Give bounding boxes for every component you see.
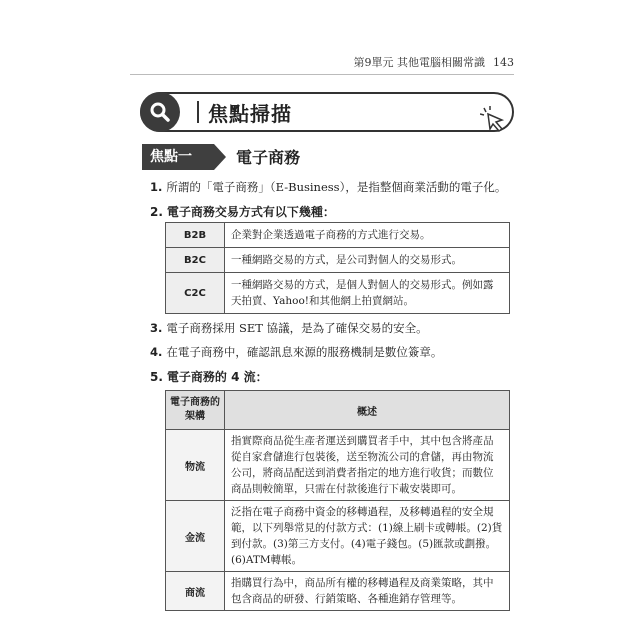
running-header bbox=[354, 54, 515, 70]
magnifier-icon bbox=[148, 100, 172, 124]
trade-type-key: C2C bbox=[166, 273, 225, 314]
header-divider bbox=[130, 74, 514, 75]
list-item: 4. 在電子商務中，確認訊息來源的服務機制是數位簽章。 bbox=[150, 345, 443, 359]
column-header-overview: 概述 bbox=[225, 391, 510, 430]
list-item: 5. 電子商務的 4 流： bbox=[150, 370, 268, 384]
table-header-row bbox=[166, 391, 510, 430]
trade-type-desc: 一種網路交易的方式，是個人對個人的交易形式。例如露天拍賣、Yahoo!和其他網上拍賣網站。 bbox=[225, 273, 510, 314]
banner-title: 焦點掃描 bbox=[208, 102, 292, 126]
flow-desc: 泛指在電子商務中資金的移轉過程，及移轉過程的安全規範，以下列舉常見的付款方式：(1)線上刷卡或轉帳。(2)貨到付款。(3)第三方支付。(4)電子錢包。(5)匯款或劃撥。(6)ATM轉帳。 bbox=[225, 501, 510, 572]
flow-key: 商流 bbox=[166, 572, 225, 611]
table-row bbox=[166, 273, 510, 314]
chapter-title: 第9單元 其他電腦相關常識 bbox=[353, 56, 485, 69]
list-item: 2. 電子商務交易方式有以下幾種： bbox=[150, 205, 335, 219]
flow-desc: 指實際商品從生產者運送到購買者手中，其中包含將產品從自家倉儲進行包裝後，送至物流公司的倉儲，再由物流公司，將商品配送到消費者指定的地方進行收貨；而數位商品則較簡單，只需在付款後進行下載安裝即可。 bbox=[225, 430, 510, 501]
four-flows-table bbox=[165, 390, 510, 611]
list-item: 3. 電子商務採用 SET 協議，是為了確保交易的安全。 bbox=[150, 321, 428, 335]
flow-key: 物流 bbox=[166, 430, 225, 501]
table-row bbox=[166, 430, 510, 501]
focus-title: 電子商務 bbox=[236, 148, 301, 167]
cursor-icon bbox=[480, 106, 508, 132]
table-row bbox=[166, 248, 510, 273]
table-row bbox=[166, 572, 510, 611]
flow-key: 金流 bbox=[166, 501, 225, 572]
column-header-architecture: 電子商務的架構 bbox=[166, 391, 225, 430]
trade-type-desc: 一種網路交易的方式，是公司對個人的交易形式。 bbox=[225, 248, 510, 273]
list-item: 1. 所謂的「電子商務」（E-Business），是指整個商業活動的電子化。 bbox=[150, 180, 507, 194]
table-row bbox=[166, 223, 510, 248]
focus-tag-arrow bbox=[214, 144, 226, 170]
focus-tag: 焦點一 bbox=[142, 144, 214, 170]
trade-type-key: B2B bbox=[166, 223, 225, 248]
magnifier-badge bbox=[140, 92, 180, 132]
table-row bbox=[166, 501, 510, 572]
trade-type-desc: 企業對企業透過電子商務的方式進行交易。 bbox=[225, 223, 510, 248]
section-banner bbox=[140, 92, 518, 134]
trade-type-key: B2C bbox=[166, 248, 225, 273]
trade-types-table bbox=[165, 222, 510, 314]
banner-divider bbox=[197, 101, 199, 123]
page-number: 143 bbox=[493, 56, 514, 69]
flow-desc: 指購買行為中，商品所有權的移轉過程及商業策略，其中包含商品的研發、行銷策略、各種進銷存管理等。 bbox=[225, 572, 510, 611]
